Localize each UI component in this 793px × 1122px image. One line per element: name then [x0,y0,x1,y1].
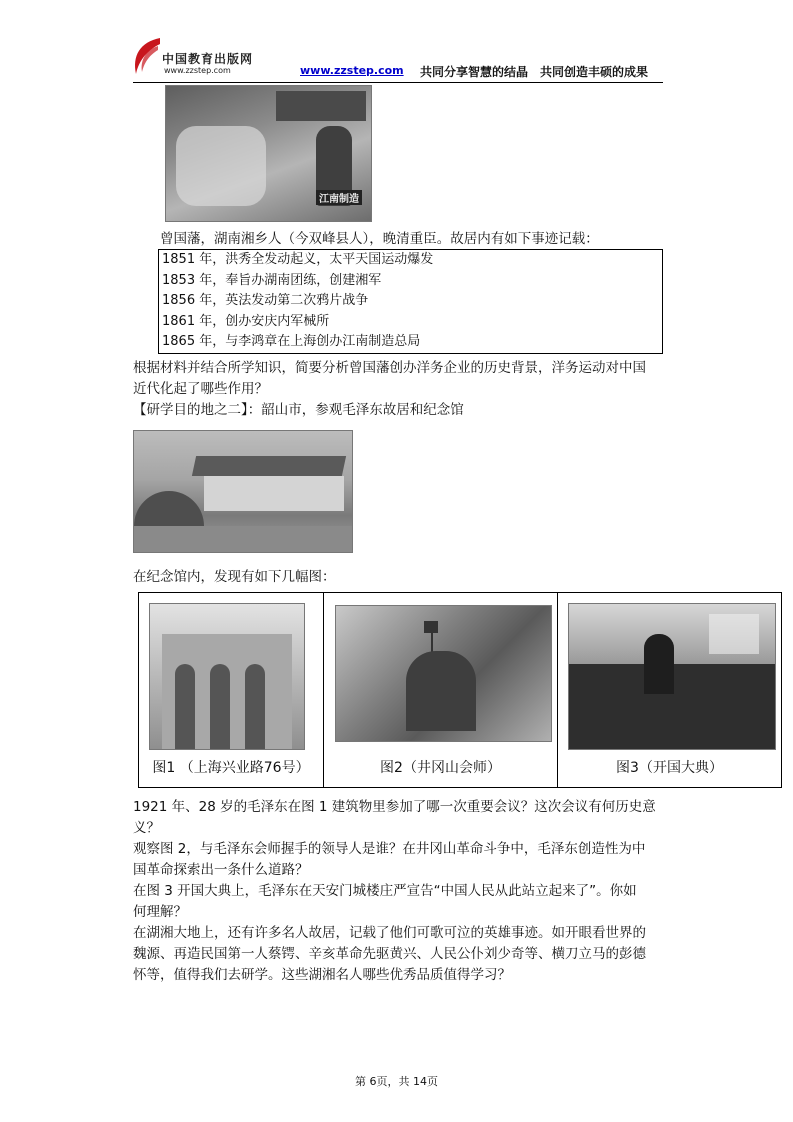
logo-url: www.zzstep.com [164,66,231,75]
page-footer: 第 6页，共 14页 [355,1075,438,1088]
question-1-line-1: 根据材料并结合所学知识，简要分析曾国藩创办洋务企业的历史背景，洋务运动对中国 [133,360,646,376]
question-line: 观察图 2，与毛泽东会师握手的领导人是谁？在井冈山革命斗争中，毛泽东创造性为中 [133,841,646,857]
header-slogan: 共同分享智慧的结晶 共同创造丰硕的成果 [420,65,649,79]
events-table [158,249,663,354]
question-line: 魏源、再造民国第一人蔡锷、辛亥革命先驱黄兴、人民公仆刘少奇等、横刀立马的彭德 [133,946,646,962]
figure-3-caption: 图3（开国大典） [616,760,723,776]
jiangnan-exhibit-photo [165,85,372,222]
figure-3-image [568,603,776,750]
question-line: 怀等，值得我们去研学。这些湖湘名人哪些优秀品质值得学习？ [133,967,511,983]
photo-caption: 江南制造 [316,190,362,205]
logo-swoosh-icon [130,34,164,78]
event-item: 1853 年，奉旨办湖南团练，创建湘军 [162,272,382,288]
figure-2-cell [324,593,558,787]
figure-1-cell [139,593,324,787]
figure-1-caption: 图1 （上海兴业路76号） [152,760,310,776]
figure-2-image [335,605,552,742]
event-item: 1856 年，英法发动第二次鸦片战争 [162,293,369,308]
intro-text: 曾国藩，湖南湘乡人（今双峰县人），晚清重臣。故居内有如下事迹记载： [160,231,599,247]
question-1-line-2: 近代化起了哪些作用？ [133,381,268,397]
figure-1-image [149,603,305,750]
mao-residence-photo [133,430,353,553]
question-line: 国革命探索出一条什么道路？ [133,862,309,878]
figure-2-caption: 图2（井冈山会师） [380,760,501,776]
question-text [133,797,656,986]
site-link[interactable]: www.zzstep.com [300,64,404,77]
event-item: 1865 年，与李鸿章在上海创办江南制造总局 [162,334,421,349]
question-line: 何理解？ [133,904,187,920]
question-line: 1921 年、28 岁的毛泽东在图 1 建筑物里参加了哪一次重要会议？这次会议有何历史意 [133,799,656,815]
figures-table [138,592,782,788]
logo-text: 中国教育出版网 [162,52,254,66]
question-line: 义？ [133,820,160,836]
event-item: 1861 年，创办安庆内军械所 [162,313,330,329]
figure-3-cell [558,593,781,787]
logo [130,34,164,78]
question-line: 在图 3 开国大典上，毛泽东在天安门城楼庄严宣告“中国人民从此站立起来了”。你如 [133,883,637,899]
section-2-title: 【研学目的地之二】：韶山市，参观毛泽东故居和纪念馆 [133,402,464,418]
question-line: 在湖湘大地上，还有许多名人故居，记载了他们可歌可泣的英雄事迹。如开眼看世界的 [133,925,646,941]
event-item: 1851 年，洪秀全发动起义，太平天国运动爆发 [162,252,434,267]
memorial-intro: 在纪念馆内，发现有如下几幅图： [133,569,336,585]
header-divider [133,82,663,83]
table-row [159,250,663,354]
